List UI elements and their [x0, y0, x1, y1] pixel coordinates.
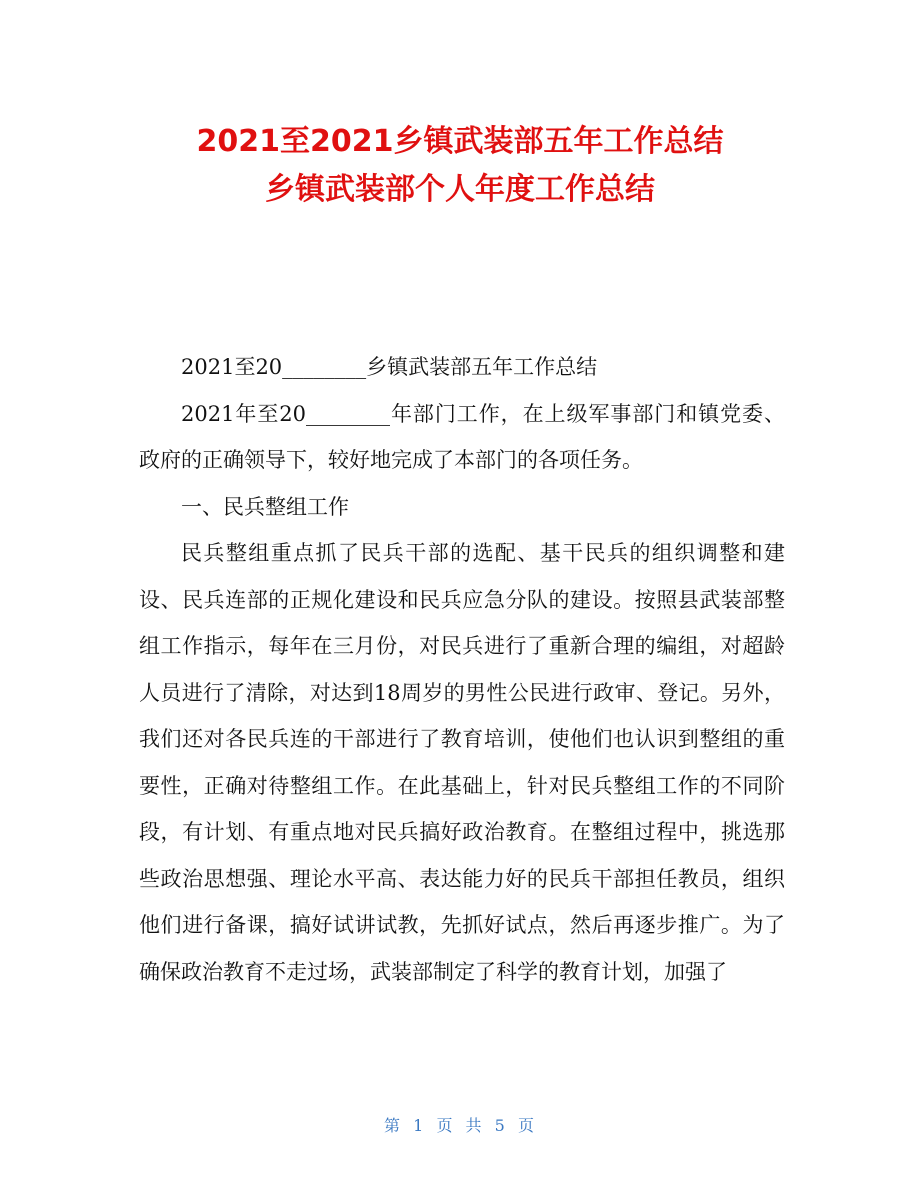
section-heading: 一、民兵整组工作 [181, 494, 349, 519]
document-body [139, 344, 785, 995]
footer-current-page: 1 [413, 1116, 426, 1135]
paragraph-body: 民兵整组重点抓了民兵干部的选配、基干民兵的组织调整和建设、民兵连部的正规化建设和民兵应急分队的建设。按照县武装部整组工作指示，每年在三月份，对民兵进行了重新合理的编组，对超龄人员进行了清除，对达到18周岁的男性公民进行政审、登记。另外，我们还对各民兵连的干部进行了教育培训，使他们也认识到整组的重要性，正确对待整组工作。在此基础上，针对民兵整组工作的不同阶段，有计划、有重点地对民兵搞好政治教育。在整组过程中，挑选那些政治思想强、理论水平高、表达能力好的民兵干部担任教员，组织他们进行备课，搞好试讲试教，先抓好试点，然后再逐步推广。为了确保政治教育不走过场，武装部制定了科学的教育计划，加强了 [139, 541, 785, 984]
paragraph-subtitle: 2021至20________乡镇武装部五年工作总结 [181, 355, 598, 379]
footer-page-word: 页 [436, 1116, 455, 1135]
title-line-1: 2021至2021乡镇武装部五年工作总结 [196, 124, 724, 159]
footer-prefix: 第 [384, 1116, 403, 1135]
paragraph-intro: 2021年至20________年部门工作，在上级军事部门和镇党委、政府的正确领导下，较好地完成了本部门的各项任务。 [139, 401, 785, 472]
footer-total-pages: 5 [494, 1116, 507, 1135]
footer-suffix: 页 [517, 1116, 536, 1135]
title-line-2: 乡镇武装部个人年度工作总结 [265, 172, 655, 207]
footer-total-prefix: 共 [465, 1116, 484, 1135]
page-footer [0, 1113, 920, 1136]
document-title [0, 118, 920, 214]
